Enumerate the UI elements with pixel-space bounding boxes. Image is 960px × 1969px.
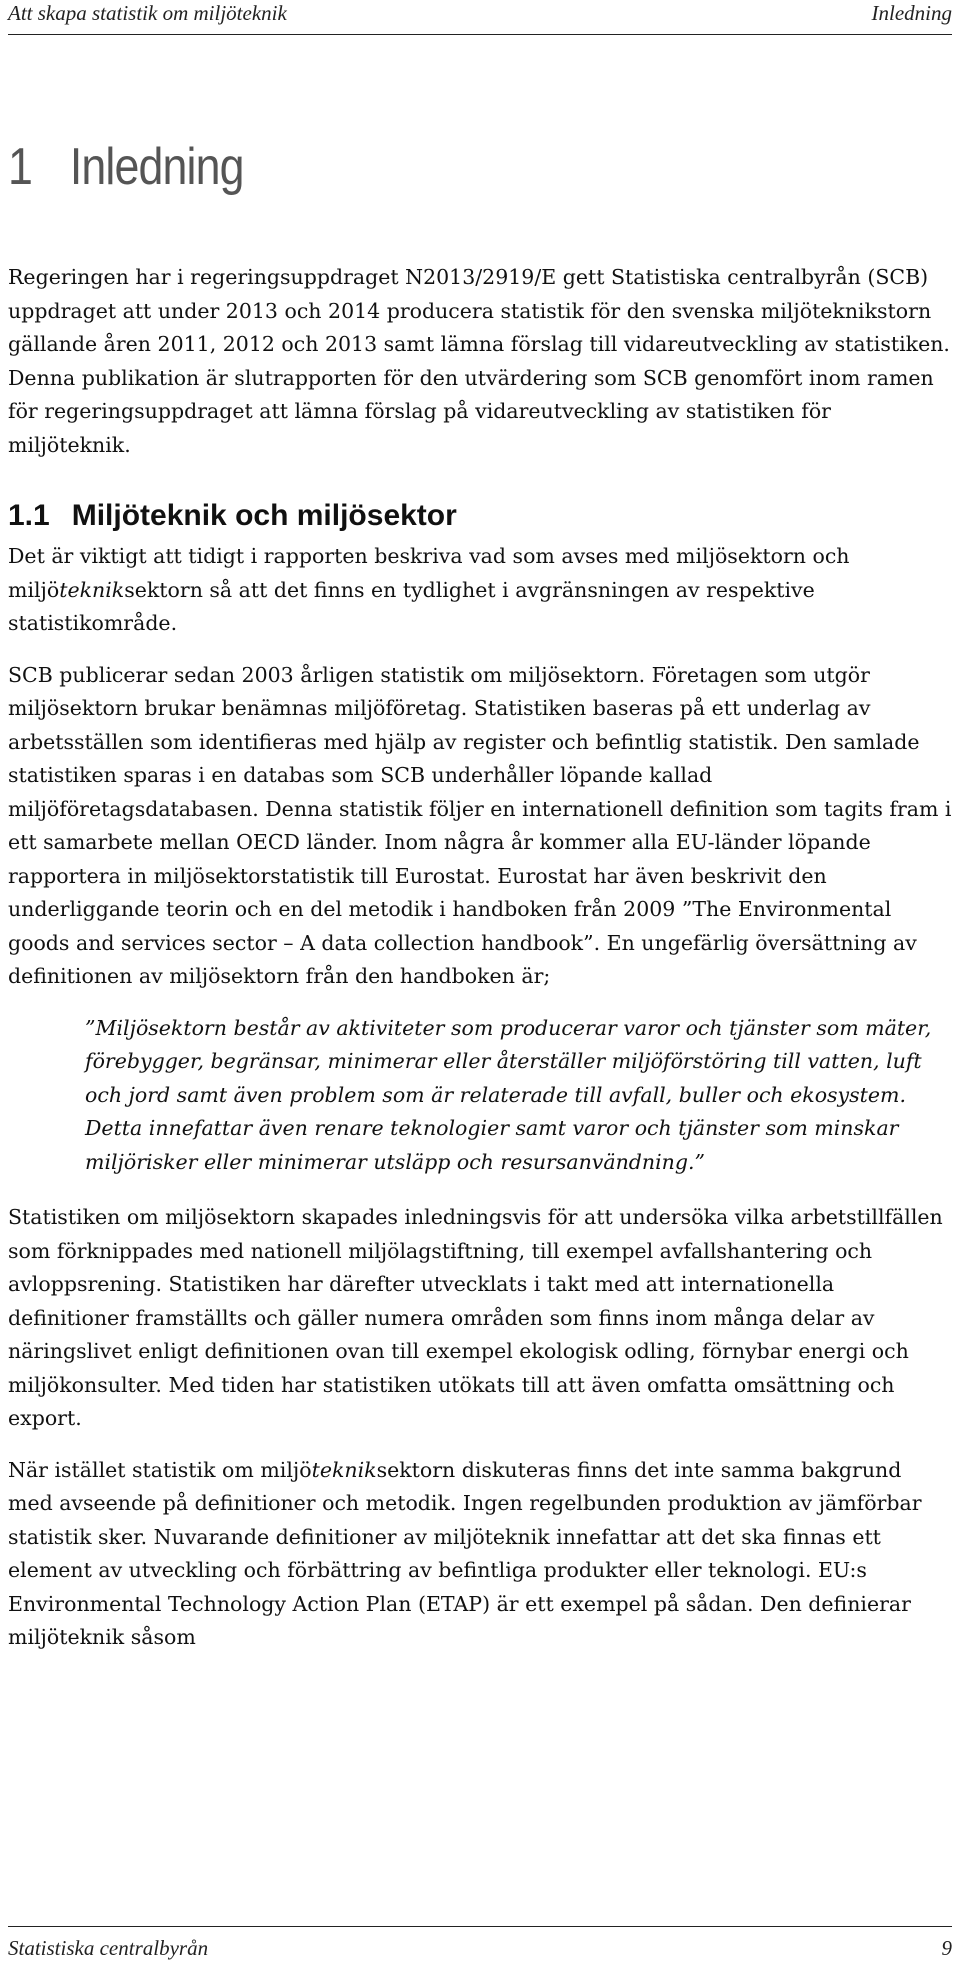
paragraph-definition-scope [8, 540, 952, 641]
intro-paragraph: Regeringen har i regeringsuppdraget N2013/2919/E gett Statistiska centralbyrån (SCB) uppdraget att under 2013 och 2014 producera statistik för den svenska miljöteknikstorn gällande åren 2011, 2012 och 2013 samt lämna förslag till vidareutveckling av statistiken. Denna publikation är slutrapporten för den utvärdering som SCB genomfört inom ramen för regeringsuppdraget att lämna förslag på vidareutveckling av statistiken för miljöteknik. [8, 265, 950, 457]
paragraph-text: sektorn diskuteras finns det inte samma bakgrund med avseende på definitioner och metodik. Ingen regelbunden produktion av jämförbar statistik sker. Nuvarande definitioner av miljöteknik innefattar att det ska finnas ett element av utveckling och förbättring av befintliga produkter eller teknologi. EU:s Environmental Technology Action Plan (ETAP) är ett exempel på sådan. Den definierar miljöteknik såsom [8, 1457, 922, 1649]
running-header-publication-title: Att skapa statistik om miljöteknik [8, 1, 287, 25]
emphasis-text: teknik [311, 1457, 377, 1482]
definition-quote: ”Miljösektorn består av aktiviteter som producerar varor och tjänster som mäter, förebygger, begränsar, minimerar eller återställer miljöförstöring till vatten, luft och jord samt även problem som är relaterade till avfall, buller och ekosystem. Detta innefattar även renare teknologier samt varor och tjänster som minskar miljörisker eller minimerar utsläpp och resursanvändning.” [85, 1015, 932, 1174]
section-number: 1.1 [8, 499, 50, 532]
paragraph-history: Statistiken om miljösektorn skapades inledningsvis för att undersöka vilka arbetstillfällen som förknippades med nationell miljölagstiftning, till exempel avfallshantering och avloppsrening. Statistiken har därefter utvecklats i takt med att internationella definitioner framställts och gäller numera områden som finns inom många delar av näringslivet enligt definitionen ovan till exempel ekologisk odling, förnybar energi och miljökonsulter. Med tiden har statistiken utökats till att även omfatta omsättning och export. [8, 1205, 943, 1430]
chapter-title: Inledning [69, 138, 244, 196]
paragraph-environmental-technology [8, 1454, 952, 1655]
running-footer [8, 1926, 952, 1969]
running-header [8, 0, 952, 35]
paragraph-text: sektorn så att det finns en tydlighet i avgränsningen av respektive statistikområde. [8, 577, 815, 635]
page-body [8, 135, 952, 1655]
chapter-number: 1 [8, 138, 33, 196]
page-number: 9 [941, 1936, 952, 1960]
publisher-name: Statistiska centralbyrån [8, 1936, 209, 1960]
paragraph-scb-statistics: SCB publicerar sedan 2003 årligen statistik om miljösektorn. Företagen som utgör miljösektorn brukar benämnas miljöföretag. Statistiken baseras på ett underlag av arbetsställen som identifieras med hjälp av register och befintlig statistik. Den samlade statistiken sparas i en databas som SCB underhåller löpande kallad miljöföretagsdatabasen. Denna statistik följer en internationell definition som tagits fram i ett samarbete mellan OECD länder. Inom några år kommer alla EU-länder löpande rapportera in miljösektorstatistik till Eurostat. Eurostat har även beskrivit den underliggande teorin och en del metodik i handboken från 2009 ”The Environmental goods and services sector – A data collection handbook”. En ungefärlig översättning av definitionen av miljösektorn från den handboken är; [8, 662, 952, 988]
paragraph-text: När istället statistik om miljö [8, 1457, 312, 1482]
section-title: Miljöteknik och miljösektor [71, 499, 457, 532]
section-heading [8, 496, 952, 536]
emphasis-text: teknik [59, 577, 125, 602]
chapter-heading [8, 135, 820, 199]
paragraph-text: Det är viktigt att tidigt i rapporten beskriva vad som avses med miljösektorn och miljö [8, 544, 850, 602]
running-header-chapter-title: Inledning [871, 1, 952, 25]
